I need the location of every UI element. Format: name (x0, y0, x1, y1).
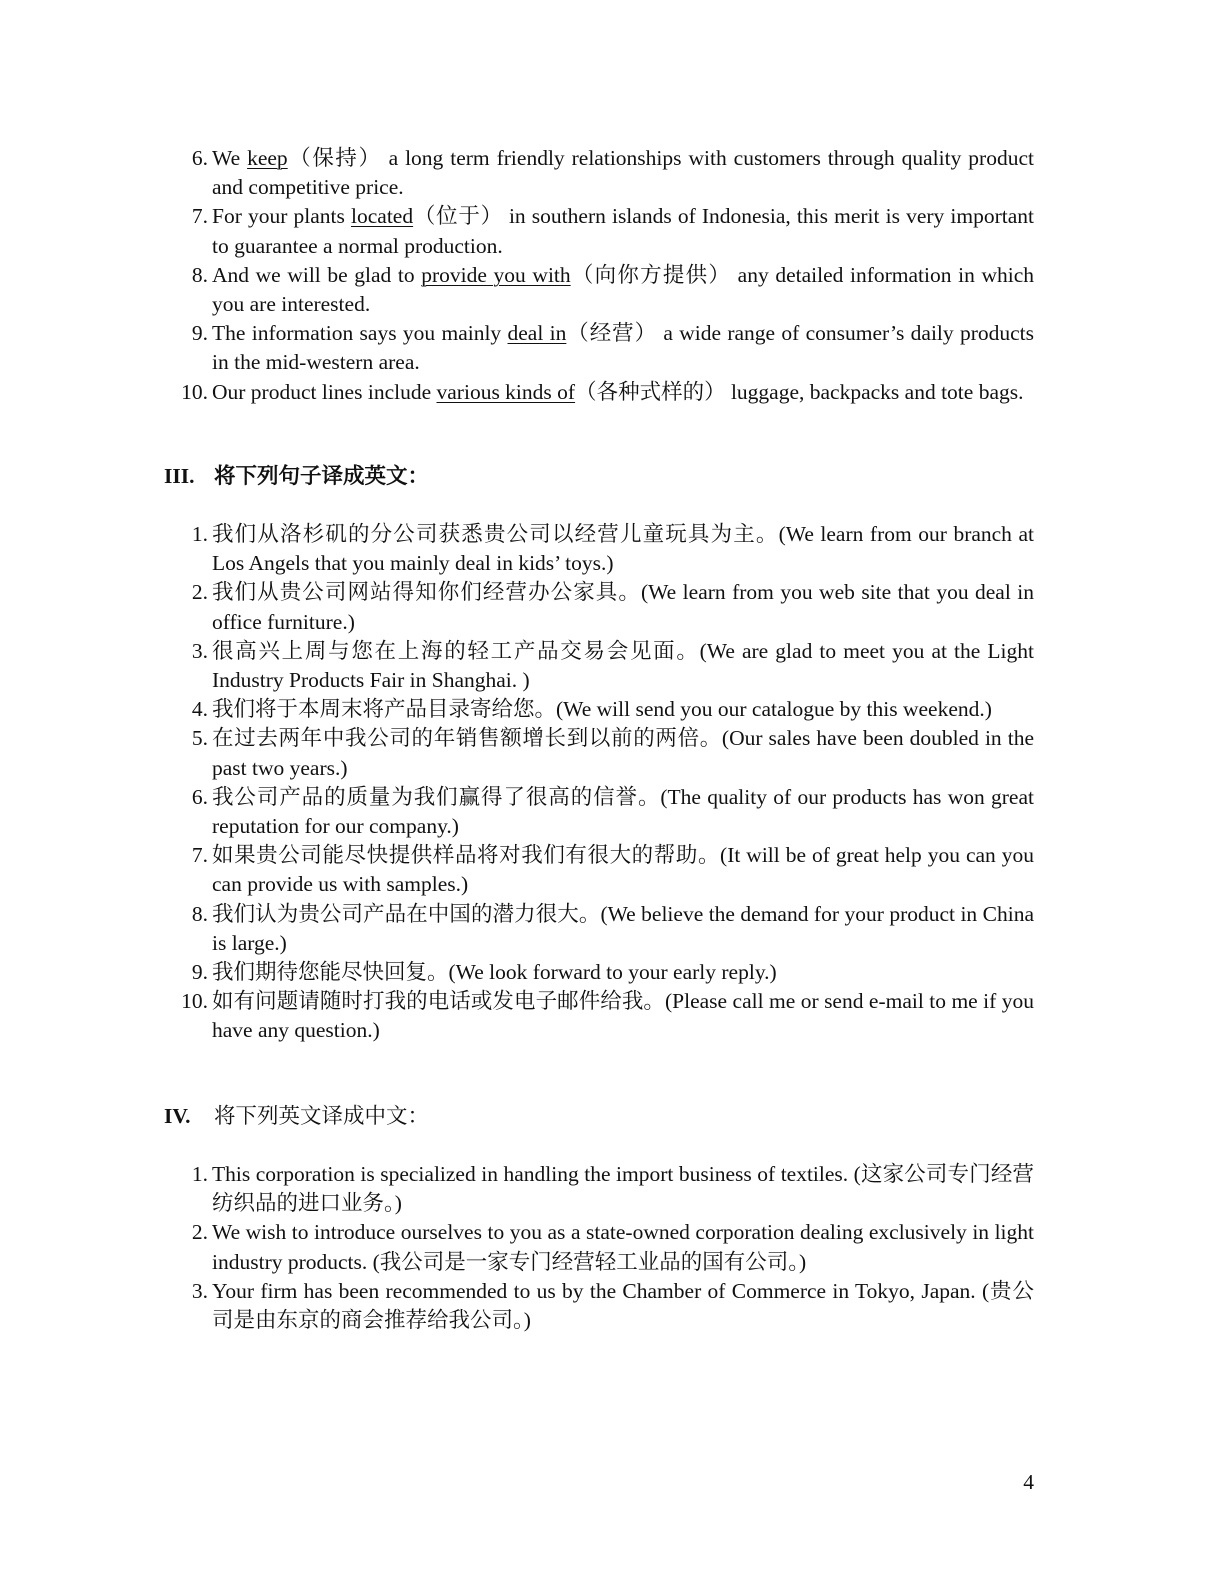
section-numeral: III. (164, 464, 195, 488)
item-text: 在过去两年中我公司的年销售额增长到以前的两倍。(Our sales have been doubled in the past two years.) (212, 726, 1034, 780)
section-iii-list (0, 520, 1224, 1046)
item-number: 3. (191, 1278, 208, 1303)
item-number: 3. (191, 638, 208, 663)
underlined-term: various kinds of (436, 379, 576, 404)
item-number: 6. (191, 146, 208, 170)
list-item (0, 841, 1224, 899)
item-text: 我们期待您能尽快回复。(We look forward to your early reply.) (212, 960, 777, 985)
item-text: 我们将于本周末将产品目录寄给您。(We will send you our catalogue by this weekend.) (212, 697, 992, 722)
item-number: 9. (191, 321, 208, 346)
item-number: 9. (191, 960, 208, 985)
item-text: 很高兴上周与您在上海的轻工产品交易会见面。(We are glad to meet you at the Light Industry Products Fair in Shanghai. ) (212, 638, 1034, 693)
item-text: We keep（保持） a long term friendly relationships with customers through quality product and competitive price. (212, 146, 1034, 200)
list-item (0, 724, 1224, 782)
item-number: 7. (191, 204, 208, 229)
item-text: 我们从贵公司网站得知你们经营办公家具。(We learn from you web site that you deal in office furniture.) (212, 580, 1034, 634)
item-number: 5. (191, 726, 208, 751)
list-item (0, 783, 1224, 841)
list-item (0, 1277, 1224, 1335)
item-text: The information says you mainly deal in（经营） a wide range of consumer’s daily products in the mid-western area. (212, 321, 1035, 375)
item-number: 10. (181, 379, 208, 404)
item-number: 2. (191, 1220, 208, 1245)
item-text: Your firm has been recommended to us by the Chamber of Commerce in Tokyo, Japan. (贵公司是由东京的商会推荐给我公司。) (212, 1278, 1034, 1333)
list-item (0, 319, 1224, 377)
item-text: We wish to introduce ourselves to you as a state-owned corporation dealing exclusively in light industry products. (我公司是一家专门经营轻工业品的国有公司。) (212, 1220, 1034, 1274)
item-number: 6. (191, 784, 208, 809)
item-text: For your plants located（位于） in southern islands of Indonesia, this merit is very important to guarantee a normal production. (212, 204, 1035, 258)
section-iv-heading (164, 1102, 429, 1131)
list-item (0, 202, 1224, 260)
section-iii-heading (164, 462, 429, 491)
underlined-term: located (351, 204, 414, 229)
list-item (0, 1160, 1224, 1218)
list-item (0, 578, 1224, 636)
section-title: 将下列英文译成中文： (214, 1104, 430, 1128)
item-text: 如果贵公司能尽快提供样品将对我们有很大的帮助。(It will be of great help you can you can provide us with samples.) (212, 843, 1034, 897)
item-text: 我们从洛杉矶的分公司获悉贵公司以经营儿童玩具为主。(We learn from our branch at Los Angels that you mainly deal in kids’ toys.) (212, 522, 1034, 576)
list-item (0, 637, 1224, 695)
section-iv-list (0, 1160, 1224, 1335)
item-text: And we will be glad to provide you with（向你方提供） any detailed information in which you are interested. (212, 262, 1034, 317)
list-item (0, 958, 1224, 987)
section-numeral: IV. (164, 1104, 191, 1128)
list-item (0, 378, 1224, 407)
list-item (0, 695, 1224, 724)
item-text: 如有问题请随时打我的电话或发电子邮件给我。(Please call me or send e-mail to me if you have any question.) (212, 989, 1034, 1043)
page-number: 4 (1023, 1470, 1034, 1494)
item-number: 1. (191, 1162, 208, 1186)
item-number: 1. (191, 522, 208, 546)
list-item (0, 520, 1224, 578)
underlined-term: keep (247, 146, 288, 170)
section-ii-list (0, 144, 1224, 407)
item-text: Our product lines include various kinds of（各种式样的） luggage, backpacks and tote bags. (212, 379, 1024, 404)
list-item (0, 1218, 1224, 1276)
item-text: This corporation is specialized in handling the import business of textiles. (这家公司专门经营纺织品的进口业务。) (212, 1162, 1034, 1216)
item-text: 我们认为贵公司产品在中国的潜力很大。(We believe the demand for your product in China is large.) (212, 901, 1034, 955)
underlined-term: deal in (507, 321, 567, 346)
list-item (0, 900, 1224, 958)
item-number: 2. (191, 580, 208, 605)
item-number: 4. (191, 697, 208, 722)
section-title: 将下列句子译成英文： (214, 464, 430, 488)
item-number: 10. (181, 989, 208, 1014)
item-text: 我公司产品的质量为我们赢得了很高的信誉。(The quality of our products has won great reputation for our company.) (212, 784, 1034, 839)
item-number: 8. (191, 262, 208, 287)
list-item (0, 261, 1224, 319)
list-item (0, 987, 1224, 1045)
list-item (0, 144, 1224, 202)
item-number: 7. (191, 843, 208, 868)
item-number: 8. (191, 901, 208, 926)
underlined-term: provide you with (421, 262, 571, 287)
